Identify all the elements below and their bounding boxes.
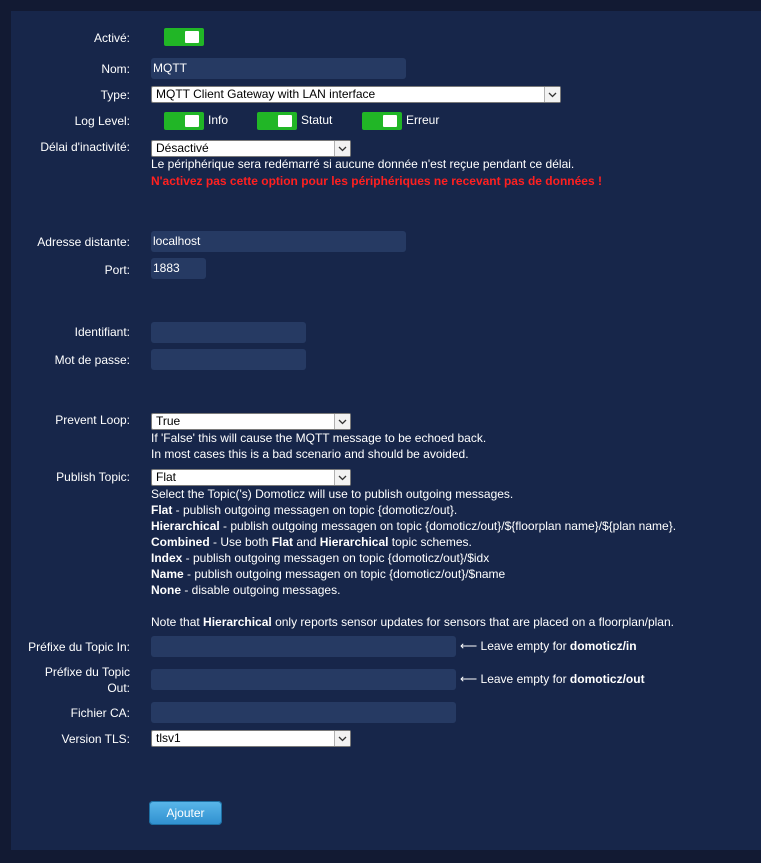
desc-flat: - publish outgoing messagen on topic {domoticz/out}. (172, 503, 458, 517)
term-index: Index (151, 551, 183, 565)
label-log-level: Log Level: (74, 114, 130, 128)
inactivity-select-value: Désactivé (156, 141, 209, 155)
inactivity-warning: N'activez pas cette option pour les périphériques ne recevant pas de données ! (151, 174, 602, 188)
desc-index: - publish outgoing messagen on topic {domoticz/out}/$idx (182, 551, 490, 565)
label-topic-out-prefix-2: Out: (107, 681, 130, 695)
term-combined-hier: Hierarchical (319, 535, 389, 549)
publish-help-none (151, 583, 340, 597)
chevron-down-icon (544, 87, 560, 102)
prevent-loop-help-2: In most cases this is a bad scenario and should be avoided. (151, 447, 469, 461)
desc-hierarchical: - publish outgoing messagen on topic {domoticz/out}/${floorplan name}/${plan name}. (219, 519, 677, 533)
left-arrow-icon-in: ⟵ Leave empty for (460, 639, 570, 653)
publish-topic-value: Flat (156, 470, 177, 484)
publish-help-name (151, 567, 505, 581)
prevent-loop-select[interactable] (151, 413, 351, 430)
publish-help-note (151, 615, 674, 629)
topic-in-prefix-field[interactable] (151, 636, 456, 657)
left-arrow-icon-out: ⟵ Leave empty for (460, 672, 570, 686)
publish-help-flat (151, 503, 457, 517)
note-term: Hierarchical (203, 615, 272, 629)
publish-help-hierarchical (151, 519, 676, 533)
term-hierarchical: Hierarchical (151, 519, 220, 533)
desc-none: - disable outgoing messages. (181, 583, 341, 597)
chevron-down-icon (334, 141, 350, 156)
label-active: Activé: (93, 31, 130, 45)
term-name: Name (151, 567, 184, 581)
desc-combined-1: - Use both (209, 535, 272, 549)
log-info-label: Info (208, 113, 229, 127)
publish-topic-select[interactable] (151, 469, 351, 486)
toggle-knob (185, 31, 199, 43)
topic-out-default: domoticz/out (569, 672, 645, 686)
toggle-knob (185, 115, 199, 127)
inactivity-select[interactable] (151, 140, 351, 157)
active-toggle[interactable] (164, 28, 204, 46)
remote-address-field[interactable]: localhost (151, 231, 406, 252)
topic-out-hint (460, 672, 645, 686)
publish-help-intro: Select the Topic('s) Domoticz will use to publish outgoing messages. (151, 487, 514, 501)
label-ca-file: Fichier CA: (70, 706, 130, 720)
label-topic-out-prefix-1: Préfixe du Topic (44, 665, 130, 679)
toggle-knob (383, 115, 397, 127)
publish-help-combined (151, 535, 472, 549)
password-field[interactable] (151, 349, 306, 370)
chevron-down-icon (334, 731, 350, 746)
label-tls-version: Version TLS: (61, 732, 130, 746)
log-info-toggle[interactable] (164, 112, 204, 130)
desc-combined-and: and (293, 535, 320, 549)
ca-file-field[interactable] (151, 702, 456, 723)
chevron-down-icon (334, 470, 350, 485)
log-error-toggle[interactable] (362, 112, 402, 130)
toggle-knob (278, 115, 292, 127)
term-flat: Flat (151, 503, 173, 517)
log-status-label: Statut (301, 113, 333, 127)
label-password: Mot de passe: (54, 353, 130, 367)
prevent-loop-help-1: If 'False' this will cause the MQTT message to be echoed back. (151, 431, 487, 445)
type-select[interactable] (151, 86, 561, 103)
inactivity-help: Le périphérique sera redémarré si aucune donnée n'est reçue pendant ce délai. (151, 157, 575, 171)
type-select-value: MQTT Client Gateway with LAN interface (156, 87, 376, 101)
label-inactivity: Délai d'inactivité: (40, 140, 130, 154)
log-error-label: Erreur (406, 113, 440, 127)
term-none: None (151, 583, 181, 597)
label-publish-topic: Publish Topic: (56, 470, 130, 484)
label-name: Nom: (101, 62, 130, 76)
publish-help-index (151, 551, 489, 565)
tls-version-select[interactable] (151, 730, 351, 747)
desc-name: - publish outgoing messagen on topic {domoticz/out}/$name (183, 567, 506, 581)
label-remote-address: Adresse distante: (37, 235, 130, 249)
note-pre: Note that (151, 615, 204, 629)
username-field[interactable] (151, 322, 306, 343)
port-field[interactable]: 1883 (151, 258, 206, 279)
name-field[interactable]: MQTT (151, 58, 406, 79)
topic-in-hint (460, 639, 637, 653)
note-post: only reports sensor updates for sensors that are placed on a floorplan/plan. (271, 615, 674, 629)
tls-version-value: tlsv1 (156, 731, 181, 745)
label-port: Port: (104, 263, 130, 277)
label-type: Type: (100, 88, 130, 102)
log-status-toggle[interactable] (257, 112, 297, 130)
prevent-loop-value: True (156, 414, 181, 428)
term-combined-flat: Flat (271, 535, 294, 549)
chevron-down-icon (334, 414, 350, 429)
label-prevent-loop: Prevent Loop: (55, 413, 130, 427)
topic-out-prefix-field[interactable] (151, 669, 456, 690)
topic-in-default: domoticz/in (569, 639, 637, 653)
label-username: Identifiant: (74, 325, 130, 339)
desc-combined-2: topic schemes. (388, 535, 472, 549)
term-combined: Combined (151, 535, 210, 549)
label-topic-in-prefix: Préfixe du Topic In: (28, 640, 130, 654)
add-button[interactable]: Ajouter (149, 801, 222, 825)
